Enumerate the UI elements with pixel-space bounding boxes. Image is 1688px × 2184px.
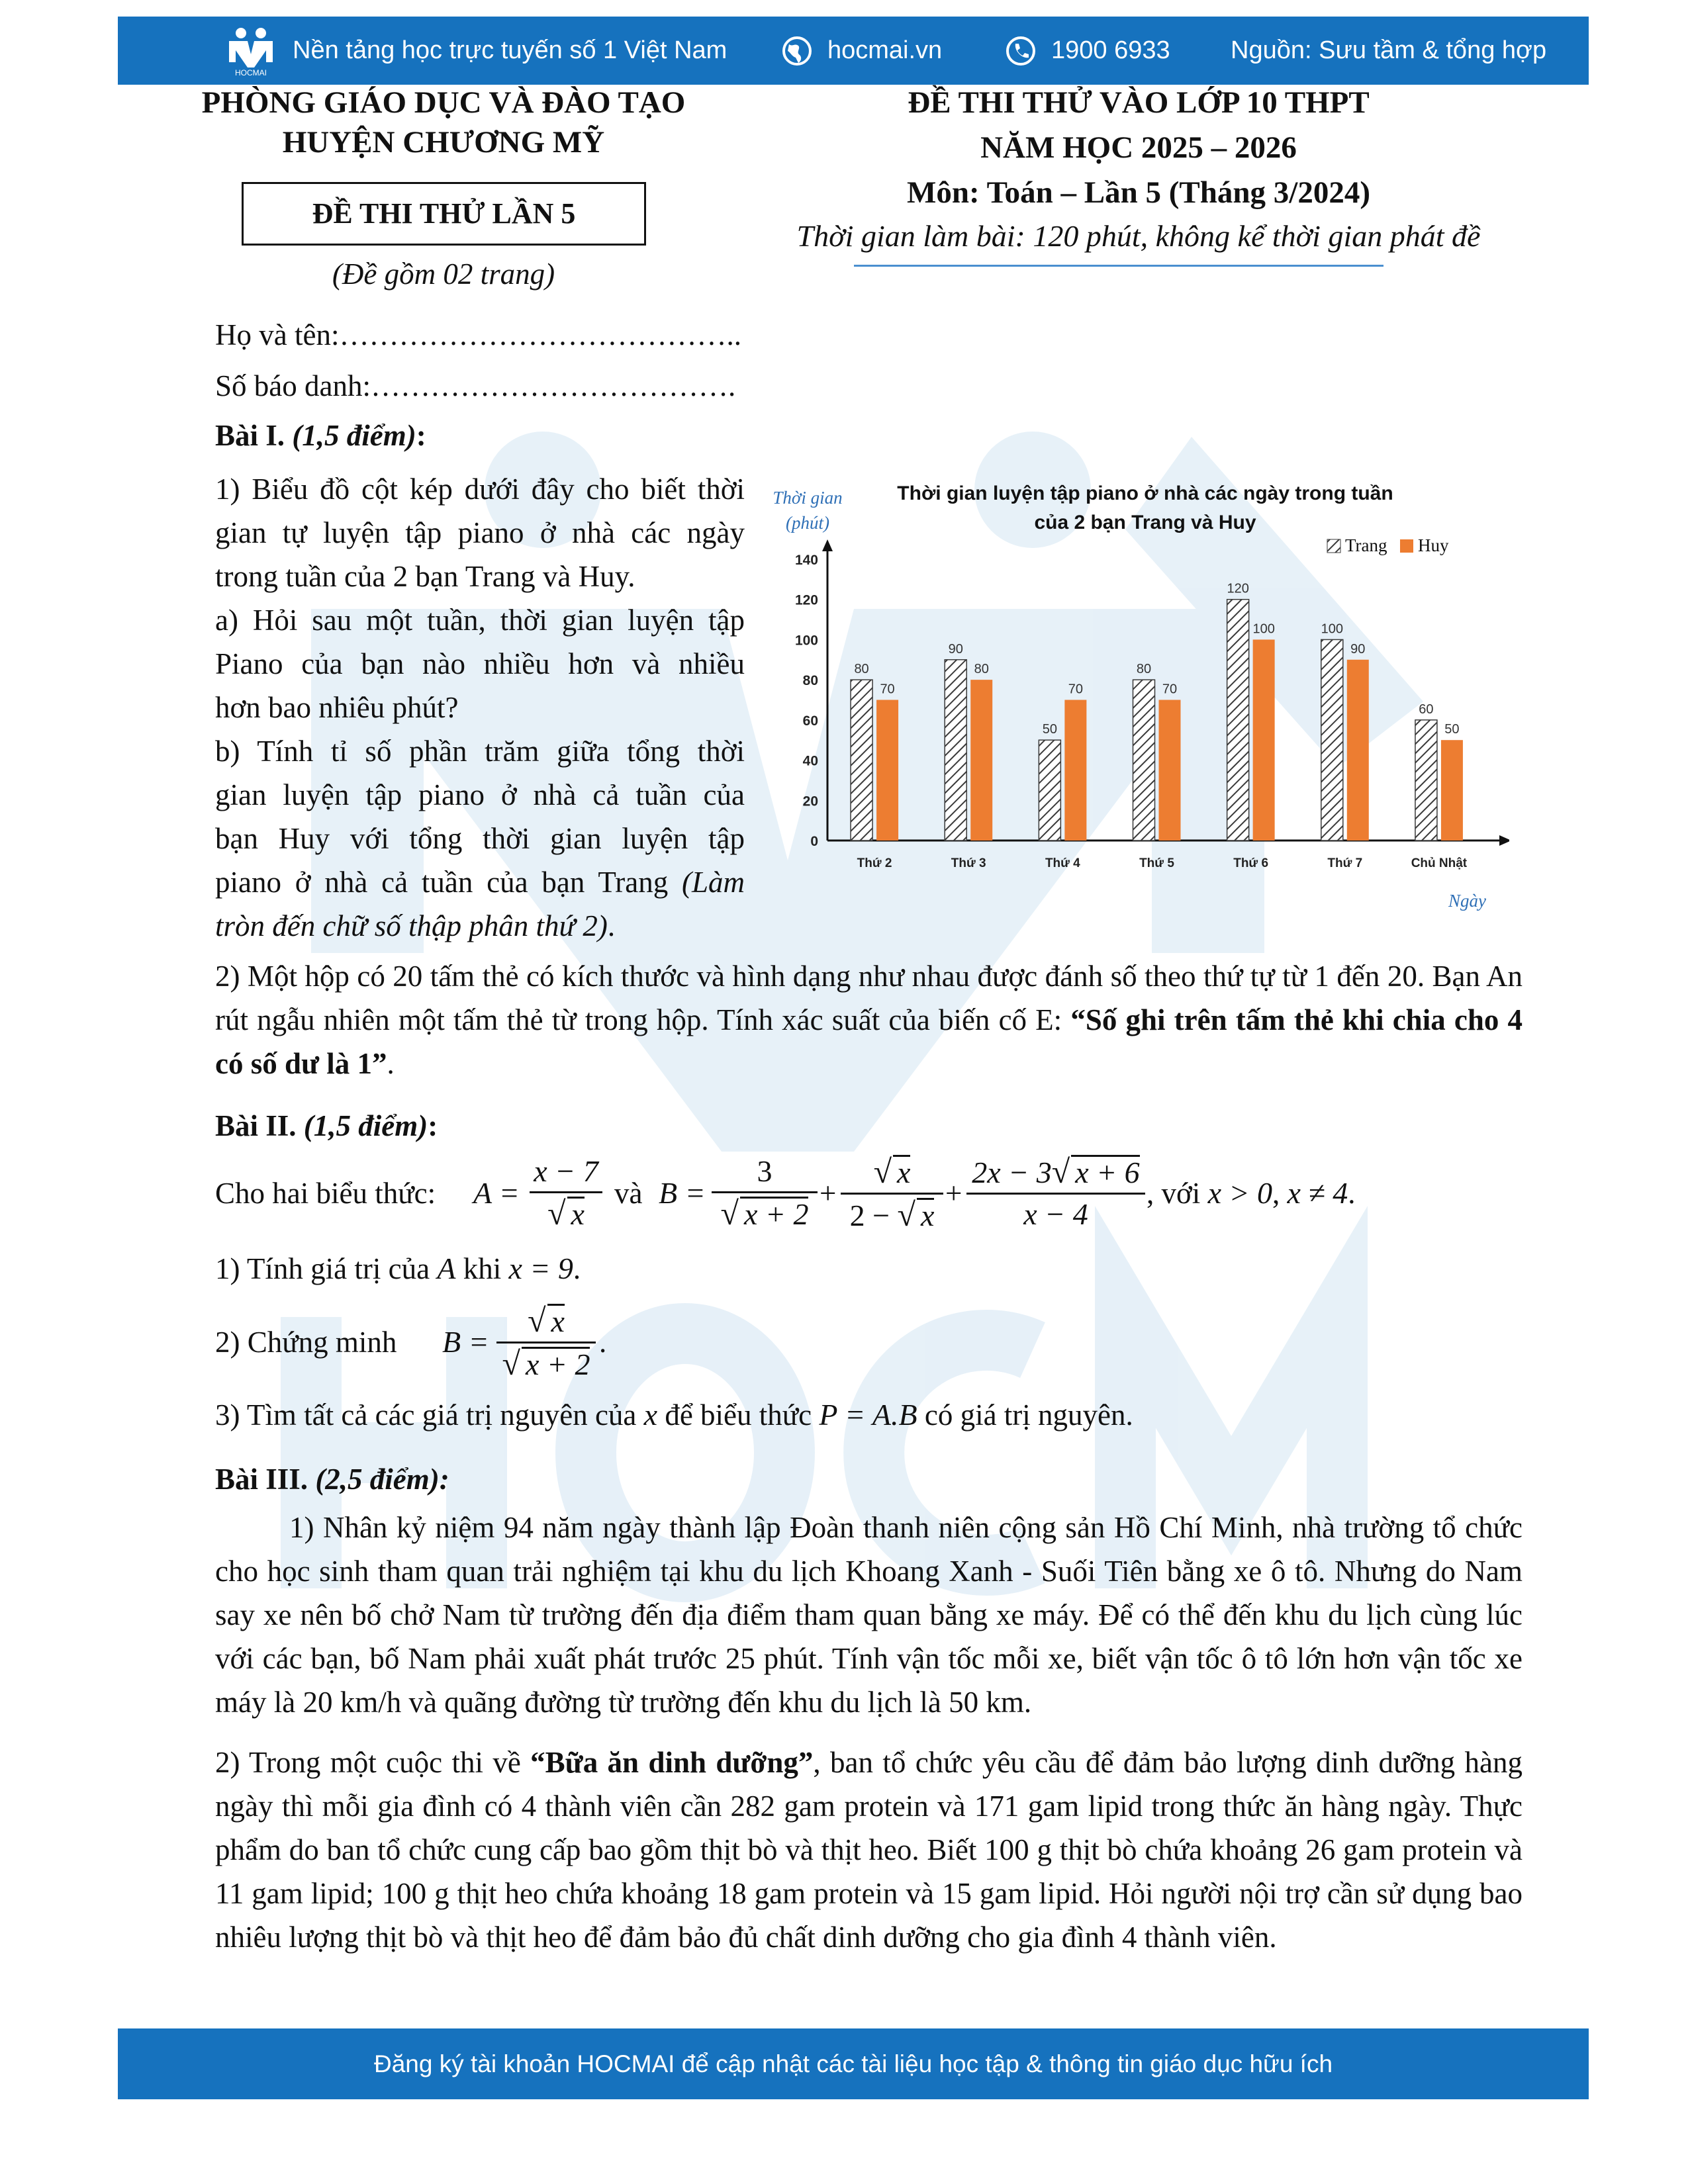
x-tick-label-1: Thứ 3 bbox=[951, 856, 986, 870]
bai2-heading bbox=[215, 1104, 438, 1148]
bar-label-trang-3: 80 bbox=[1136, 662, 1152, 677]
bai2-intro: Cho hai biểu thức: bbox=[215, 1177, 436, 1210]
bai2-q2-num-rad: x bbox=[547, 1304, 565, 1338]
bai1-qb-line-2: gian luyện tập piano ở nhà cả tuần của bbox=[215, 778, 745, 811]
bai2-q1-when: khi bbox=[463, 1252, 502, 1285]
bar-huy-3 bbox=[1159, 700, 1181, 841]
bai1-qa-line-1: a) Hỏi sau một tuần, thời gian luyện tập bbox=[215, 604, 745, 637]
bai2-q2-text: 2) Chứng minh bbox=[215, 1326, 397, 1359]
bai2-q2-den: √ x + 2 bbox=[496, 1342, 596, 1385]
bai2-q1 bbox=[215, 1247, 581, 1291]
bar-huy-6 bbox=[1441, 740, 1463, 841]
bai3-q2 bbox=[215, 1741, 1523, 1959]
header-brand[interactable] bbox=[224, 17, 727, 85]
bai1-qb-italic-2: tròn đến chữ số thập phân thứ 2) bbox=[215, 909, 608, 942]
bai2-q1-x: x = 9 bbox=[508, 1251, 573, 1285]
bai1-colon: : bbox=[416, 419, 426, 452]
bai2-cond-1: x > 0 bbox=[1207, 1176, 1273, 1210]
header-website-text: hocmai.vn bbox=[827, 36, 943, 64]
bai1-q2-bold: “Số ghi trên tấm thẻ khi chia cho 4 có số dư là 1” bbox=[215, 1003, 1523, 1080]
bar-trang-1 bbox=[945, 660, 966, 841]
bai3-q2-bold: “Bữa ăn dinh dưỡng” bbox=[530, 1746, 814, 1779]
chart-title-line-1: Thời gian luyện tập piano ở nhà các ngày trong tuần bbox=[897, 482, 1393, 504]
bai1-q1-line-1: 1) Biểu đồ cột kép dưới đây cho biết thời bbox=[215, 473, 745, 506]
y-tick-label-4: 80 bbox=[802, 673, 818, 689]
bai2-q2-den-rad: x + 2 bbox=[522, 1347, 590, 1381]
bai1-points: (1,5 điểm) bbox=[292, 419, 416, 452]
bai2-points: (1,5 điểm) bbox=[303, 1109, 428, 1142]
bai1-qb-line-4-text: piano ở nhà cả tuần của bạn Trang bbox=[215, 866, 669, 899]
header-phone-text: 1900 6933 bbox=[1051, 36, 1170, 64]
expr-B-term3-den: x − 4 bbox=[966, 1193, 1145, 1234]
x-tick-label-5: Thứ 7 bbox=[1327, 856, 1363, 870]
expr-A-den-radicand: x bbox=[567, 1197, 585, 1230]
piano-practice-chart bbox=[768, 473, 1509, 923]
bar-label-trang-0: 80 bbox=[854, 662, 869, 677]
bai2-cond-2: x ≠ 4 bbox=[1287, 1176, 1348, 1210]
bai1-title: Bài I. bbox=[215, 419, 285, 452]
expr-A-numerator: x − 7 bbox=[534, 1154, 598, 1188]
department-title: PHÒNG GIÁO DỤC VÀ ĐÀO TẠO bbox=[201, 85, 686, 120]
header-source: Nguồn: Sưu tầm & tổng hợp bbox=[1231, 36, 1547, 64]
x-tick-label-0: Thứ 2 bbox=[857, 856, 892, 870]
bai2-q3 bbox=[215, 1393, 1133, 1437]
footer-bar[interactable] bbox=[118, 2028, 1589, 2099]
bar-label-huy-2: 70 bbox=[1068, 682, 1083, 697]
expr-B-term2-den-a: 2 − bbox=[849, 1199, 890, 1232]
expr-B-term1 bbox=[712, 1152, 818, 1234]
bar-trang-5 bbox=[1321, 639, 1343, 841]
y-tick-label-5: 100 bbox=[794, 633, 818, 649]
bai3-q1: 1) Nhân kỷ niệm 94 năm ngày thành lập Đoàn thanh niên cộng sản Hồ Chí Minh, nhà trường tổ chức cho học sinh tham quan trải nghiệm tại khu du lịch Khoang Xanh - Suối Tiên bằng xe ô tô. Nhưng do Nam say xe nên bố chở Nam từ trường đến địa điểm tham quan bằng xe máy. Để có thể đến khu du lịch cùng lúc với các bạn, bố Nam phải xuất phát trước 25 phút. Tính vận tốc mỗi xe, biết vận tốc ô tô lớn hơn vận tốc xe máy là 20 km/h và quãng đường từ trường đến khu du lịch là 50 km. bbox=[215, 1511, 1523, 1719]
school-year: NĂM HỌC 2025 – 2026 bbox=[980, 130, 1297, 165]
chart-x-axis-arrow bbox=[1499, 835, 1509, 846]
subject-line: Môn: Toán – Lần 5 (Tháng 3/2024) bbox=[907, 175, 1370, 210]
y-tick-label-0: 0 bbox=[810, 834, 818, 849]
bar-huy-5 bbox=[1347, 660, 1369, 841]
exam-title: ĐỀ THI THỬ VÀO LỚP 10 THPT bbox=[908, 85, 1370, 120]
bai1-heading bbox=[215, 414, 426, 457]
legend-label-huy: Huy bbox=[1418, 535, 1449, 555]
x-tick-label-4: Thứ 6 bbox=[1233, 856, 1269, 870]
bai2-q2-lhs: B = bbox=[442, 1325, 489, 1359]
chart-x-label: Ngày bbox=[1448, 891, 1486, 911]
expr-B-term2-num: √ x bbox=[873, 1153, 911, 1190]
bai1-qb-line-1: b) Tính tỉ số phần trăm giữa tổng thời bbox=[215, 735, 745, 768]
bar-label-huy-3: 70 bbox=[1162, 682, 1178, 697]
student-name-field[interactable]: Họ và tên:………………………………….. bbox=[215, 318, 741, 351]
y-tick-label-2: 40 bbox=[802, 753, 818, 769]
bai3-title: Bài III. bbox=[215, 1463, 308, 1496]
expr-B-term2-den-rad: x bbox=[917, 1198, 934, 1232]
bai2-q3-x: x bbox=[643, 1398, 658, 1432]
bar-trang-6 bbox=[1415, 720, 1437, 841]
bai2-q2-end: . bbox=[599, 1326, 607, 1359]
bar-label-trang-2: 50 bbox=[1042, 722, 1057, 737]
bar-label-trang-4: 120 bbox=[1227, 581, 1249, 596]
expr-B-term1-num: 3 bbox=[757, 1154, 773, 1188]
bai2-q3-text-b: để biểu thức bbox=[665, 1398, 812, 1432]
bai2-q1-text: 1) Tính giá trị của bbox=[215, 1252, 430, 1285]
bai1-qa-line-3: hơn bao nhiêu phút? bbox=[215, 691, 459, 724]
bar-huy-2 bbox=[1064, 700, 1086, 841]
time-limit: Thời gian làm bài: 120 phút, không kể thời gian phát đề bbox=[796, 219, 1481, 253]
bar-trang-4 bbox=[1227, 600, 1249, 841]
header-phone[interactable] bbox=[1005, 17, 1170, 85]
y-tick-label-6: 120 bbox=[794, 592, 818, 608]
y-tick-label-1: 20 bbox=[802, 794, 818, 809]
expr-B-lhs: B = bbox=[659, 1176, 706, 1210]
bai2-cond-text: , với bbox=[1147, 1177, 1201, 1210]
page-count-note: (Đề gồm 02 trang) bbox=[332, 257, 555, 291]
bai2-cond-comma: , bbox=[1272, 1177, 1280, 1210]
expr-B-term3-num: 2x − 3√ x + 6 bbox=[972, 1153, 1140, 1190]
student-id-field[interactable]: Số báo danh:………………………………. bbox=[215, 369, 736, 402]
bai1-q1-line-2: gian tự luyện tập piano ở nhà các ngày bbox=[215, 516, 745, 549]
expr-B-term2-num-rad: x bbox=[893, 1155, 910, 1189]
bar-label-trang-6: 60 bbox=[1419, 702, 1434, 717]
bar-huy-4 bbox=[1253, 639, 1275, 841]
expr-B-term1-den-rad: x + 2 bbox=[740, 1197, 808, 1230]
bar-label-trang-5: 100 bbox=[1321, 621, 1343, 637]
bar-huy-1 bbox=[970, 680, 992, 841]
legend-swatch-trang bbox=[1327, 539, 1340, 553]
header-website[interactable] bbox=[781, 17, 942, 85]
bai2-q1-A: A bbox=[437, 1251, 456, 1285]
hocmai-logo-icon bbox=[224, 25, 278, 77]
header-bar bbox=[118, 17, 1589, 85]
expr-A-lhs: A = bbox=[473, 1176, 520, 1210]
bai3-heading bbox=[215, 1457, 449, 1501]
chart-title-line-2: của 2 bạn Trang và Huy bbox=[1034, 512, 1256, 533]
expr-A-denominator: √ x bbox=[530, 1191, 602, 1234]
bai2-q1-end: . bbox=[573, 1252, 581, 1285]
legend-label-trang: Trang bbox=[1345, 535, 1387, 555]
plus-2: + bbox=[945, 1177, 962, 1210]
bar-label-huy-0: 70 bbox=[880, 682, 895, 697]
x-tick-label-2: Thứ 4 bbox=[1045, 856, 1080, 870]
bar-huy-0 bbox=[876, 700, 898, 841]
bar-label-huy-6: 50 bbox=[1444, 722, 1460, 737]
header-slogan: Nền tảng học trực tuyến số 1 Việt Nam bbox=[293, 36, 727, 64]
district-title: HUYỆN CHƯƠNG MỸ bbox=[282, 125, 605, 159]
bai1-qb-italic-1: (Làm bbox=[682, 866, 745, 899]
bai2-cond-dot: . bbox=[1348, 1177, 1356, 1210]
y-tick-label-7: 140 bbox=[794, 553, 818, 568]
bai2-q2-fraction bbox=[496, 1300, 596, 1385]
bai2-condition bbox=[1147, 1171, 1355, 1215]
bai3-points: (2,5 điểm): bbox=[315, 1463, 449, 1496]
bai2-q3-P: P = A.B bbox=[819, 1398, 917, 1432]
bai2-title: Bài II. bbox=[215, 1109, 297, 1142]
globe-icon bbox=[781, 35, 813, 67]
x-tick-label-6: Chủ Nhật bbox=[1411, 856, 1468, 870]
x-tick-label-3: Thứ 5 bbox=[1139, 856, 1174, 870]
exam-attempt-box: ĐỀ THI THỬ LẦN 5 bbox=[242, 182, 646, 246]
svg-text:HOCMAI: HOCMAI bbox=[235, 68, 267, 77]
phone-icon bbox=[1005, 35, 1037, 67]
expr-B-term2 bbox=[841, 1152, 943, 1236]
expr-B-term3-num-rad: x + 6 bbox=[1071, 1155, 1139, 1189]
bai1-q2 bbox=[215, 954, 1523, 1085]
bai2-and: và bbox=[614, 1177, 643, 1210]
header-underline bbox=[854, 265, 1383, 267]
bai1-qb-line-4 bbox=[215, 860, 745, 904]
bai1-q1-line-3: trong tuần của 2 bạn Trang và Huy. bbox=[215, 560, 635, 593]
bai2-q2-num: √ x bbox=[528, 1302, 565, 1339]
bar-label-trang-1: 90 bbox=[948, 641, 963, 657]
chart-y-label-1: Thời gian bbox=[773, 488, 843, 508]
footer-text: Đăng ký tài khoản HOCMAI để cập nhật các tài liệu học tập & thông tin giáo dục hữu ích bbox=[373, 2050, 1333, 2077]
expr-B-term1-den: √ x + 2 bbox=[712, 1191, 818, 1234]
chart-y-axis-arrow bbox=[822, 539, 833, 551]
bai2-colon: : bbox=[428, 1109, 438, 1142]
expr-B-term3-num-a: 2x − 3 bbox=[972, 1156, 1052, 1189]
bai1-qa-line-2: Piano của bạn nào nhiều hơn và nhiều bbox=[215, 647, 745, 680]
bai1-qb-line-5 bbox=[215, 904, 745, 948]
bar-label-huy-4: 100 bbox=[1252, 621, 1275, 637]
chart-y-label-2: (phút) bbox=[786, 513, 829, 533]
bai1-qb-end: . bbox=[607, 909, 616, 942]
bai1-q2-text: 2) Một hộp có 20 tấm thẻ có kích thước và hình dạng như nhau được đánh số theo thứ tự từ 1 đến 20. Bạn An rút ngẫu nhiên một tấm thẻ từ trong hộp. Tính xác suất của biến cố E: bbox=[215, 960, 1523, 1036]
plus-1: + bbox=[820, 1177, 837, 1210]
bai1-qb-line-3: bạn Huy với tổng thời gian luyện tập bbox=[215, 822, 745, 855]
bar-trang-2 bbox=[1039, 740, 1060, 841]
expr-B-term2-den: 2 − √ x bbox=[841, 1193, 943, 1236]
y-tick-label-3: 60 bbox=[802, 713, 818, 729]
expr-A-fraction bbox=[530, 1152, 602, 1234]
bai2-q3-text-a: 3) Tìm tất cả các giá trị nguyên của bbox=[215, 1398, 637, 1432]
bai2-q3-text-c: có giá trị nguyên. bbox=[924, 1398, 1133, 1432]
legend-swatch-huy bbox=[1400, 539, 1413, 553]
bar-label-huy-5: 90 bbox=[1350, 641, 1366, 657]
bai1-question-block bbox=[215, 467, 745, 948]
expr-B-term3 bbox=[966, 1152, 1145, 1234]
bar-trang-0 bbox=[851, 680, 872, 841]
bar-trang-3 bbox=[1133, 680, 1155, 841]
bai3-q2-a: 2) Trong một cuộc thi về bbox=[215, 1746, 531, 1779]
bar-label-huy-1: 80 bbox=[974, 662, 989, 677]
bai3-q2-b: , ban tổ chức yêu cầu để đảm bảo lượng dinh dưỡng hàng ngày thì mỗi gia đình có 4 thành viên cần 282 gam protein và 171 gam lipid trong thức ăn hàng ngày. Thực phẩm do ban tổ chức cung cấp bao gồm thịt bò và thịt heo. Biết 100 g thịt bò chứa khoảng 26 gam protein và 11 gam lipid; 100 g thịt heo chứa khoảng 18 gam protein và 15 gam lipid. Hỏi người nội trợ cần sử dụng bao nhiêu lượng thịt bò và thịt heo để đảm bảo đủ chất dinh dưỡng cho gia đình 4 thành viên. bbox=[215, 1746, 1523, 1954]
bai1-q2-end: . bbox=[387, 1047, 395, 1080]
